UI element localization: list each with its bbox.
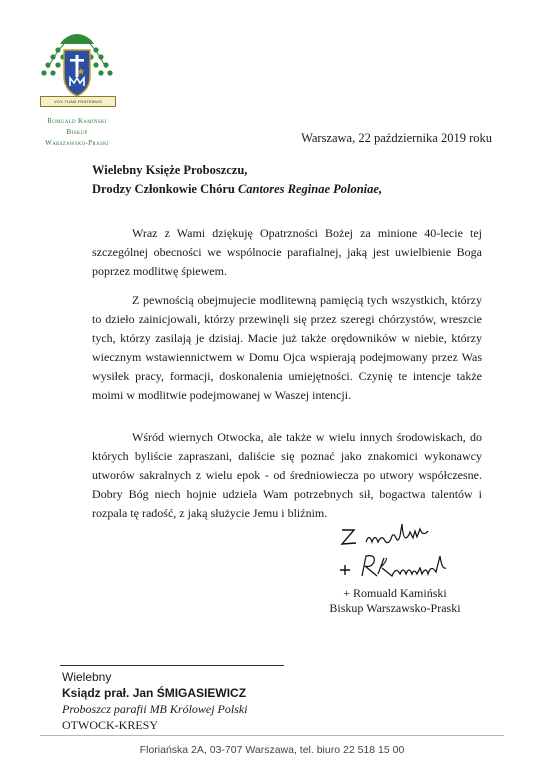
signer-title: Biskup Warszawsko-Praski: [329, 601, 461, 615]
signer-block: [300, 586, 490, 616]
letterhead-bishop-name: Romuald Kamiński: [47, 117, 107, 125]
motto-ribbon: VOX TUAM FRATRIBUS: [40, 96, 116, 107]
addressee-name: Ksiądz prał. Jan ŚMIGASIEWICZ: [62, 686, 247, 700]
addressee-city: OTWOCK-KRESY: [62, 718, 158, 732]
footer-rule: [40, 735, 504, 736]
salutation-line-2-prefix: Drodzy Członkowie Chóru: [92, 182, 238, 196]
letterhead-bishop-title: Biskup: [66, 128, 88, 136]
salutation-line-2: [92, 180, 512, 199]
addressee-line-1: Wielebny: [62, 670, 112, 684]
letterhead-bishop-block: [22, 116, 132, 149]
footer-address: Floriańska 2A, 03-707 Warszawa, tel. biuro 22 518 15 00: [139, 744, 405, 756]
body-paragraph-3: Wśród wiernych Otwocka, ale także w wielu innych środowiskach, do których byliście zapraszani, daliście się poznać jako znakomici wykonawcy utworów sakralnych z wielu epok - od średniowiecza po utwory współczesne. Dobry Bóg niech hojnie udziela Wam potrzebnych sił, bogactwa talentów i rozpala tę radość, z jaką służycie Jemu i bliźnim.: [92, 430, 482, 520]
body-paragraph-2: Z pewnością obejmujecie modlitewną pamięcią tych wszystkich, którzy to dzieło zainicjowali, którzy przewinęli się przez szeregi chórzystów, wreszcie tych, którzy zasilają je dzisiaj. Macie już także orędowników w niebie, którzy wiecznym wstawiennictwem w Domu Ojca wspierają podejmowany przez Was wysiłek pracy, formacji, doskonalenia umiejętności. Czynię te intencje także moimi w modlitwie podejmowanej w Waszej intencji.: [92, 293, 482, 402]
addressee-role: Proboszcz parafii MB Królowej Polski: [62, 702, 248, 716]
letterhead-diocese: Warszawsko-Praski: [45, 139, 109, 147]
handwritten-signature: [320, 518, 500, 588]
addressee-rule: [60, 665, 284, 666]
salutation: [92, 161, 512, 199]
letter-date: Warszawa, 22 października 2019 roku: [301, 131, 492, 145]
salutation-line-1: Wielebny Księże Proboszczu,: [92, 163, 248, 177]
choir-name: Cantores Reginae Poloniae,: [237, 182, 383, 196]
addressee-block: [62, 669, 362, 733]
signer-name: + Romuald Kamiński: [343, 586, 447, 600]
body-paragraph-1: Wraz z Wami dziękuję Opatrzności Bożej za minione 40-lecie tej szczególnej obecności we wspólnocie parafialnej, jaką jest uwielbienie Boga poprzez modlitwę śpiewem.: [92, 226, 482, 278]
